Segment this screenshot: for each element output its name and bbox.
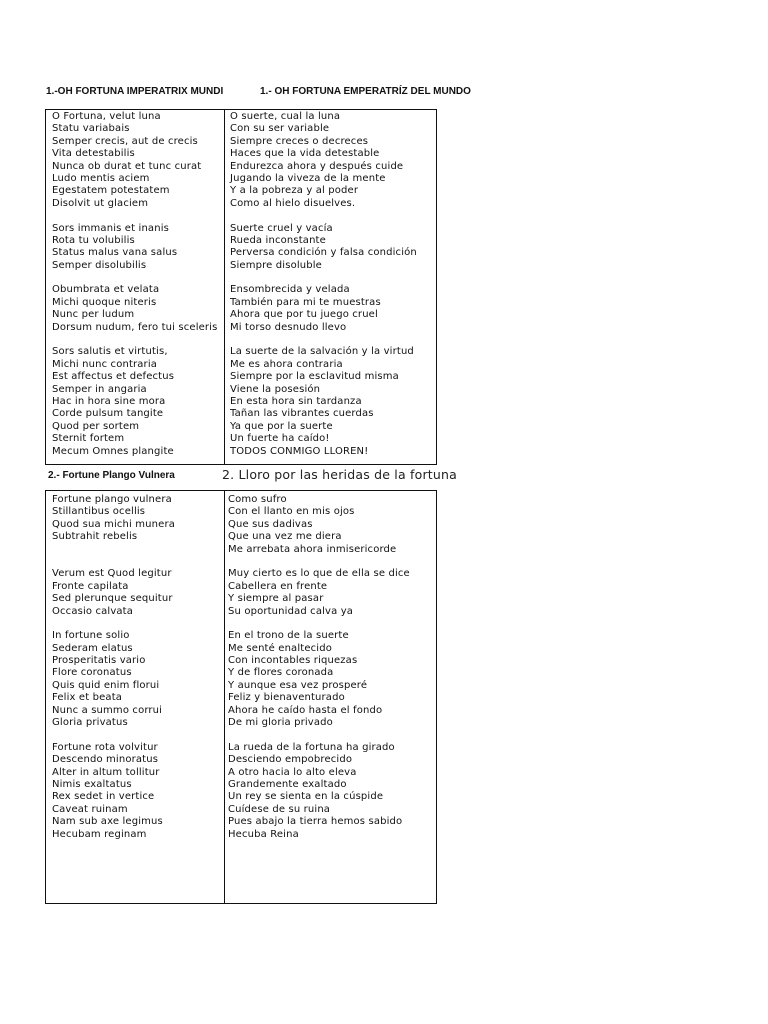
verse-line: Grandemente exaltado	[228, 778, 347, 790]
verse-line: Su oportunidad calva ya	[228, 605, 354, 617]
verse-line: Suerte cruel y vacía	[230, 222, 333, 234]
verse-line: Endurezca ahora y después cuide	[230, 160, 404, 172]
verse-line: Que una vez me diera	[228, 531, 342, 543]
verse-line: Felix et beata	[52, 692, 123, 704]
verse-line: Occasio calvata	[52, 605, 134, 617]
verse-line: Sors immanis et inanis	[52, 222, 169, 234]
verse-line: O suerte, cual la luna	[230, 111, 341, 122]
verse-line: Feliz y bienaventurado	[228, 692, 345, 704]
verse-line: Dorsum nudum, fero tui sceleris	[52, 321, 218, 333]
verse-line	[228, 618, 410, 630]
verse-line: Gloria privatus	[52, 717, 128, 729]
verse-line	[52, 544, 175, 556]
verse-line: Ya que por la suerte	[230, 420, 333, 432]
verse-line: Como sufro	[228, 494, 287, 505]
verse-line: Un fuerte ha caído!	[230, 433, 330, 445]
section2-title-latin: 2.- Fortune Plango Vulnera	[48, 470, 175, 481]
verse-line: Nunc per ludum	[52, 309, 135, 321]
verse-line: Quis quid enim florui	[52, 679, 160, 691]
verse-line: Con el llanto en mis ojos	[228, 506, 355, 518]
verse-line: Semper in angaria	[52, 383, 147, 395]
verse-line: Nimis exaltatus	[52, 778, 132, 790]
verse-line: Rota tu volubilis	[52, 234, 135, 246]
verse-line	[52, 556, 175, 568]
verse-line: Fronte capilata	[52, 580, 129, 592]
verse-line: Fortune plango vulnera	[52, 494, 172, 505]
verse-line: Hecuba Reina	[228, 828, 299, 840]
verse-line: Cabellera en frente	[228, 580, 328, 592]
verse-line: Muy cierto es lo que de ella se dice	[228, 568, 410, 580]
section2-spanish-column	[228, 494, 410, 841]
verse-line: Disolvit ut glaciem	[52, 197, 149, 209]
verse-line: Me senté enaltecido	[228, 642, 332, 654]
verse-line: Verum est Quod legitur	[52, 568, 172, 580]
verse-line: Mi torso desnudo llevo	[230, 321, 347, 333]
section1-column-divider	[224, 110, 225, 464]
verse-line: Mecum Omnes plangite	[52, 445, 174, 457]
verse-line: Caveat ruinam	[52, 803, 128, 815]
verse-line: Como al hielo disuelves.	[230, 197, 356, 209]
verse-line: O Fortuna, velut luna	[52, 111, 161, 122]
verse-line: Tañan las vibrantes cuerdas	[230, 408, 374, 420]
verse-line: Quod per sortem	[52, 420, 140, 432]
verse-line: Ensombrecida y velada	[230, 284, 350, 296]
verse-line: Con incontables riquezas	[228, 655, 358, 667]
section1-latin-column	[52, 111, 217, 458]
section2-latin-column	[52, 494, 175, 841]
verse-line: Vita detestabilis	[52, 148, 135, 160]
verse-line	[52, 210, 217, 222]
verse-line: Viene la posesión	[230, 383, 321, 395]
verse-line: Jugando la viveza de la mente	[230, 172, 386, 184]
section1-title-spanish: 1.- OH FORTUNA EMPERATRÍZ DEL MUNDO	[260, 86, 471, 97]
verse-line: Prosperitatis vario	[52, 655, 146, 667]
verse-line: Y aunque esa vez prosperé	[228, 679, 368, 691]
verse-line: Est affectus et defectus	[52, 371, 175, 383]
verse-line: Descendo minoratus	[52, 754, 159, 766]
verse-line: Que sus dadivas	[228, 518, 313, 530]
section1-table	[45, 109, 437, 465]
section2-table	[45, 490, 437, 904]
verse-line: Stillantibus ocellis	[52, 506, 146, 518]
verse-line: A otro hacia lo alto eleva	[228, 766, 357, 778]
verse-line: Nunc a summo corrui	[52, 704, 163, 716]
verse-line: Obumbrata et velata	[52, 284, 160, 296]
verse-line: Rex sedet in vertice	[52, 791, 155, 803]
verse-line: Status malus vana salus	[52, 247, 178, 259]
section1-title-latin: 1.-OH FORTUNA IMPERATRIX MUNDI	[46, 86, 224, 97]
verse-line: Pues abajo la tierra hemos sabido	[228, 816, 403, 828]
verse-line: Nunca ob durat et tunc curat	[52, 160, 202, 172]
verse-line: Sed plerunque sequitur	[52, 593, 173, 605]
verse-line: Me es ahora contraria	[230, 358, 343, 370]
verse-line: Statu variabais	[52, 123, 130, 135]
verse-line: Sederam elatus	[52, 642, 133, 654]
verse-line: Me arrebata ahora inmisericorde	[228, 543, 397, 555]
verse-line: Cuídese de su ruina	[228, 803, 331, 815]
verse-line: Semper disolubilis	[52, 259, 147, 271]
verse-line: Ahora que por tu juego cruel	[230, 309, 378, 321]
verse-line: Y a la pobreza y al poder	[230, 185, 359, 197]
verse-line: En esta hora sin tardanza	[230, 395, 362, 407]
verse-line	[230, 272, 417, 284]
verse-line: Ahora he caído hasta el fondo	[228, 704, 383, 716]
verse-line: Ludo mentis aciem	[52, 172, 150, 184]
verse-line: Un rey se sienta en la cúspide	[228, 791, 384, 803]
verse-line: Subtrahit rebelis	[52, 531, 138, 543]
verse-line	[230, 210, 417, 222]
verse-line: Con su ser variable	[230, 123, 330, 135]
verse-line: Semper crecis, aut de crecis	[52, 135, 198, 147]
verse-line: Siempre por la esclavitud misma	[230, 371, 399, 383]
verse-line: Corde pulsum tangite	[52, 408, 164, 420]
verse-line: Hecubam reginam	[52, 828, 147, 840]
verse-line	[230, 334, 417, 346]
verse-line: Haces que la vida detestable	[230, 148, 380, 160]
verse-line: Perversa condición y falsa condición	[230, 247, 417, 259]
verse-line	[228, 729, 410, 741]
verse-line: TODOS CONMIGO LLOREN!	[230, 445, 369, 457]
verse-line: Alter in altum tollitur	[52, 766, 160, 778]
verse-line	[52, 729, 175, 741]
verse-line: Michi quoque niteris	[52, 296, 157, 308]
verse-line: Fortune rota volvitur	[52, 741, 158, 753]
verse-line: En el trono de la suerte	[228, 630, 349, 642]
verse-line: Y de flores coronada	[228, 667, 334, 679]
verse-line: Nam sub axe legimus	[52, 816, 163, 828]
verse-line: Flore coronatus	[52, 667, 132, 679]
verse-line: In fortune solio	[52, 630, 130, 642]
verse-line: La suerte de la salvación y la virtud	[230, 346, 414, 358]
verse-line: Sors salutis et virtutis,	[52, 346, 168, 358]
verse-line: Siempre creces o decreces	[230, 135, 369, 147]
verse-line	[52, 272, 217, 284]
verse-line: De mi gloria privado	[228, 717, 333, 729]
verse-line	[52, 618, 175, 630]
verse-line: Y siempre al pasar	[228, 593, 324, 605]
verse-line	[52, 334, 217, 346]
verse-line: Hac in hora sine mora	[52, 395, 166, 407]
verse-line: Michi nunc contraria	[52, 358, 158, 370]
verse-line: También para mi te muestras	[230, 296, 381, 308]
verse-line: La rueda de la fortuna ha girado	[228, 741, 395, 753]
verse-line: Siempre disoluble	[230, 259, 322, 271]
section2-column-divider	[224, 491, 225, 903]
verse-line: Egestatem potestatem	[52, 185, 170, 197]
verse-line: Sternit fortem	[52, 433, 125, 445]
verse-line	[228, 556, 410, 568]
section2-title-spanish: 2. Lloro por las heridas de la fortuna	[222, 467, 457, 482]
verse-line: Rueda inconstante	[230, 234, 326, 246]
section1-spanish-column	[230, 111, 417, 458]
verse-line: Quod sua michi munera	[52, 518, 175, 530]
verse-line: Desciendo empobrecido	[228, 754, 353, 766]
